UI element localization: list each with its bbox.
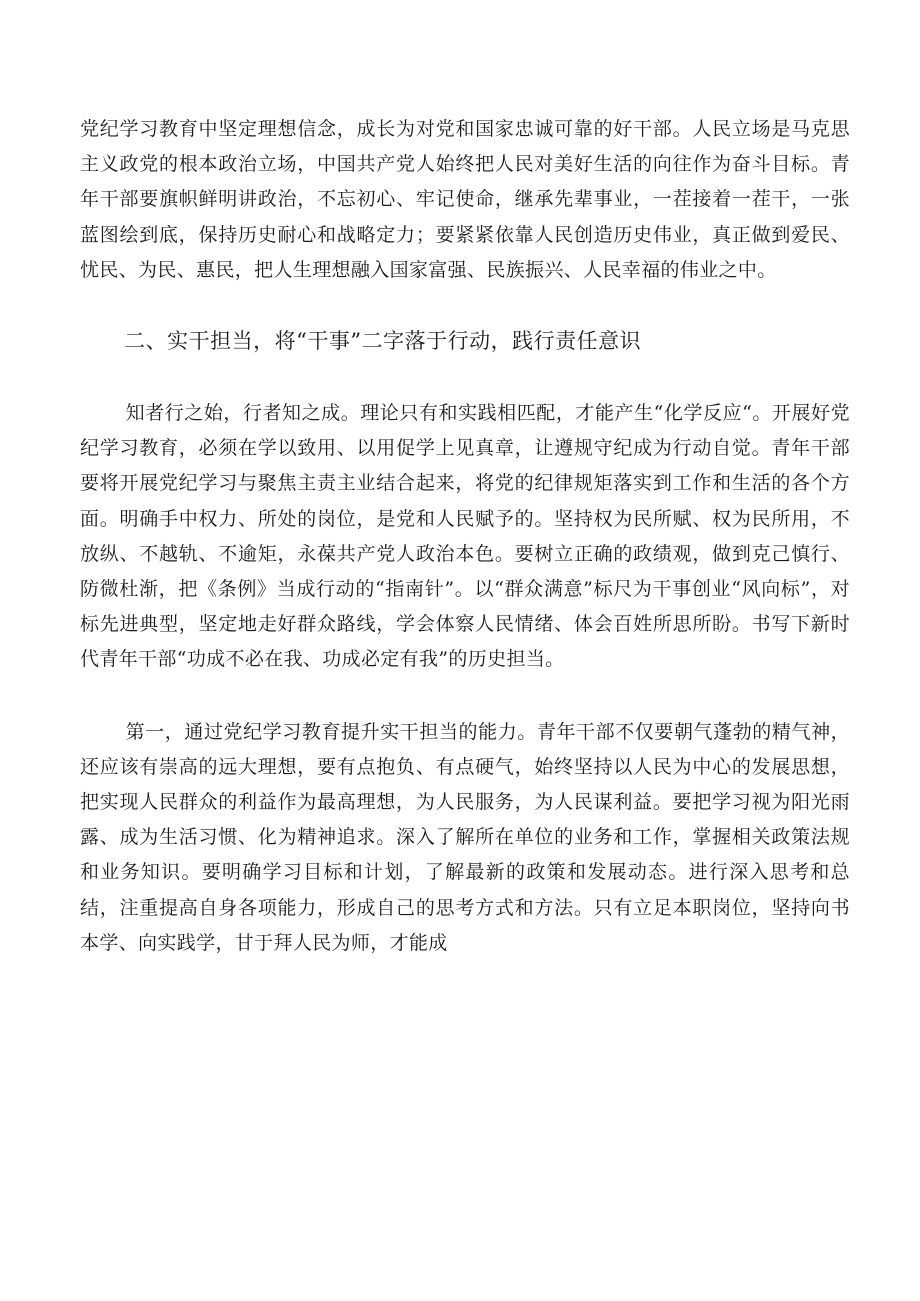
document-page bbox=[80, 112, 850, 961]
body-paragraph-continued: 党纪学习教育中坚定理想信念，成长为对党和国家忠诚可靠的好干部。人民立场是马克思主义政党的根本政治立场，中国共产党人始终把人民对美好生活的向往作为奋斗目标。青年干部要旗帜鲜明讲政治，不忘初心、牢记使命，继承先辈事业，一茬接着一茬干，一张蓝图绘到底，保持历史耐心和战略定力；要紧紧依靠人民创造历史伟业，真正做到爱民、忧民、为民、惠民，把人生理想融入国家富强、民族振兴、人民幸福的伟业之中。 bbox=[80, 118, 850, 281]
body-paragraph: 第一，通过党纪学习教育提升实干担当的能力。青年干部不仅要朝气蓬勃的精气神，还应该有崇高的远大理想，要有点抱负、有点硬气，始终坚持以人民为中心的发展思想，把实现人民群众的利益作为最高理想，为人民服务，为人民谋利益。要把学习视为阳光雨露、成为生活习惯、化为精神追求。深入了解所在单位的业务和工作，掌握相关政策法规和业务知识。要明确学习目标和计划，了解最新的政策和发展动态。进行深入思考和总结，注重提高自身各项能力，形成自己的思考方式和方法。只有立足本职岗位，坚持向书本学、向实践学，甘于拜人民为师，才能成 bbox=[80, 720, 850, 954]
body-paragraph: 知者行之始，行者知之成。理论只有和实践相匹配，才能产生“化学反应“。开展好党纪学习教育，必须在学以致用、以用促学上见真章，让遵规守纪成为行动自觉。青年干部要将开展党纪学习与聚焦主责主业结合起来，将党的纪律规矩落实到工作和生活的各个方面。明确手中权力、所处的岗位，是党和人民赋予的。坚持权为民所赋、权为民所用，不放纵、不越轨、不逾矩，永葆共产党人政治本色。要树立正确的政绩观，做到克己慎行、防微杜渐，把《条例》当成行动的“指南针”。以“群众满意”标尺为干事创业“风向标”，对标先进典型，坚定地走好群众路线，学会体察人民情绪、体会百姓所思所盼。书写下新时代青年干部“功成不必在我、功成必定有我”的历史担当。 bbox=[80, 402, 850, 671]
section-heading: 二、实干担当，将“干事”二字落于行动，践行责任意识 bbox=[124, 329, 642, 354]
